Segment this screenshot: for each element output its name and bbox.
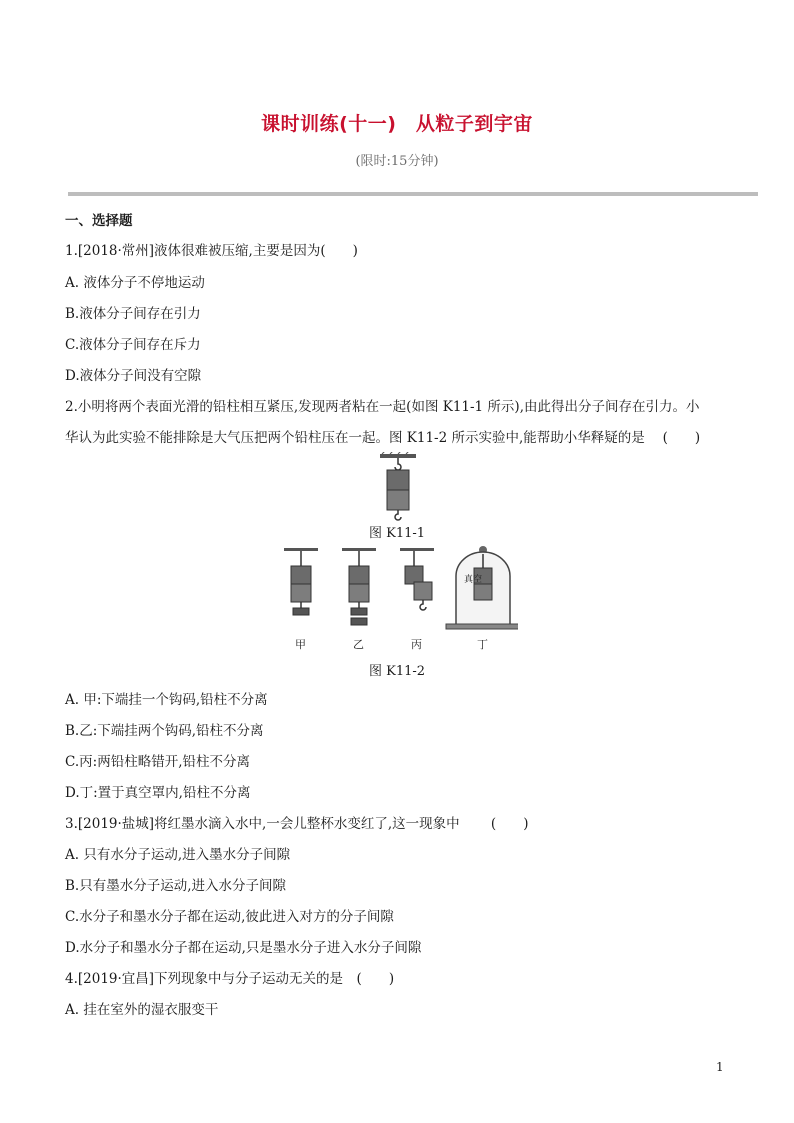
question-1-option-a: A. 液体分子不停地运动 bbox=[65, 275, 205, 291]
page-number: 1 bbox=[716, 1060, 724, 1074]
figure-label-bing: 丙 bbox=[411, 638, 422, 651]
question-1-stem: 1.[2018·常州]液体很难被压缩,主要是因为( ) bbox=[65, 243, 358, 259]
hook-icon bbox=[395, 458, 401, 470]
question-1-option-c: C.液体分子间存在斥力 bbox=[65, 337, 201, 353]
figure-k11-1 bbox=[376, 452, 420, 522]
ceiling-bar bbox=[342, 548, 376, 551]
ceiling-bar bbox=[380, 454, 416, 458]
question-3-option-c: C.水分子和墨水分子都在运动,彼此进入对方的分子间隙 bbox=[65, 909, 394, 925]
question-2-stem-line1: 2.小明将两个表面光滑的铅柱相互紧压,发现两者粘在一起(如图 K11-1 所示),由此得出分子间存在引力。小 bbox=[65, 399, 700, 415]
question-3-option-a: A. 只有水分子运动,进入墨水分子间隙 bbox=[65, 847, 291, 863]
question-2-option-c: C.丙:两铅柱略错开,铅柱不分离 bbox=[65, 754, 250, 770]
weight bbox=[293, 608, 309, 615]
question-4-option-a: A. 挂在室外的湿衣服变干 bbox=[65, 1002, 219, 1018]
ceiling-bar bbox=[284, 548, 318, 551]
lead-cylinder bbox=[405, 566, 423, 584]
question-1-option-b: B.液体分子间存在引力 bbox=[65, 306, 201, 322]
lead-cylinder bbox=[291, 566, 311, 584]
hook-icon bbox=[395, 510, 401, 520]
figure-k11-1-caption: 图 K11-1 bbox=[368, 526, 426, 541]
question-3-option-b: B.只有墨水分子运动,进入水分子间隙 bbox=[65, 878, 287, 894]
bell-jar-base bbox=[446, 624, 518, 629]
figure-k11-2 bbox=[278, 544, 518, 656]
question-2-option-a: A. 甲:下端挂一个钩码,铅柱不分离 bbox=[65, 692, 268, 708]
ceiling-bar bbox=[400, 548, 434, 551]
lead-cylinder bbox=[474, 584, 492, 600]
question-2-stem-line2: 华认为此实验不能排除是大气压把两个铅柱压在一起。图 K11-2 所示实验中,能帮助小华释疑的是 ( ) bbox=[65, 430, 701, 446]
page-title: 课时训练(十一) 从粒子到宇宙 bbox=[261, 113, 533, 135]
question-2-option-d: D.丁:置于真空罩内,铅柱不分离 bbox=[65, 785, 251, 801]
lead-cylinder-offset bbox=[414, 582, 432, 600]
figure-k11-2-caption: 图 K11-2 bbox=[368, 664, 426, 679]
question-3-option-d: D.水分子和墨水分子都在运动,只是墨水分子进入水分子间隙 bbox=[65, 940, 422, 956]
figure-label-jia: 甲 bbox=[295, 638, 306, 651]
ceiling-hatching bbox=[382, 452, 410, 454]
lead-cylinder bbox=[349, 566, 369, 584]
question-4-stem: 4.[2019·宜昌]下列现象中与分子运动无关的是 ( ) bbox=[65, 971, 395, 987]
weight bbox=[351, 618, 367, 625]
weight bbox=[351, 608, 367, 615]
question-1-option-d: D.液体分子间没有空隙 bbox=[65, 368, 202, 384]
lead-cylinder-lower bbox=[387, 490, 409, 510]
question-3-stem: 3.[2019·盐城]将红墨水滴入水中,一会儿整杯水变红了,这一现象中 ( ) bbox=[65, 816, 529, 832]
time-limit: (限时:15分钟) bbox=[355, 154, 439, 169]
hook-icon bbox=[420, 600, 426, 610]
header-divider bbox=[68, 192, 758, 196]
lead-cylinder-upper bbox=[387, 470, 409, 490]
lead-cylinder bbox=[349, 584, 369, 602]
figure-label-ding: 丁 bbox=[477, 638, 488, 651]
section-heading: 一、选择题 bbox=[65, 213, 133, 229]
vacuum-label: 真空 bbox=[464, 575, 483, 585]
figure-label-yi: 乙 bbox=[353, 638, 364, 651]
lead-cylinder bbox=[291, 584, 311, 602]
question-2-option-b: B.乙:下端挂两个钩码,铅柱不分离 bbox=[65, 723, 264, 739]
